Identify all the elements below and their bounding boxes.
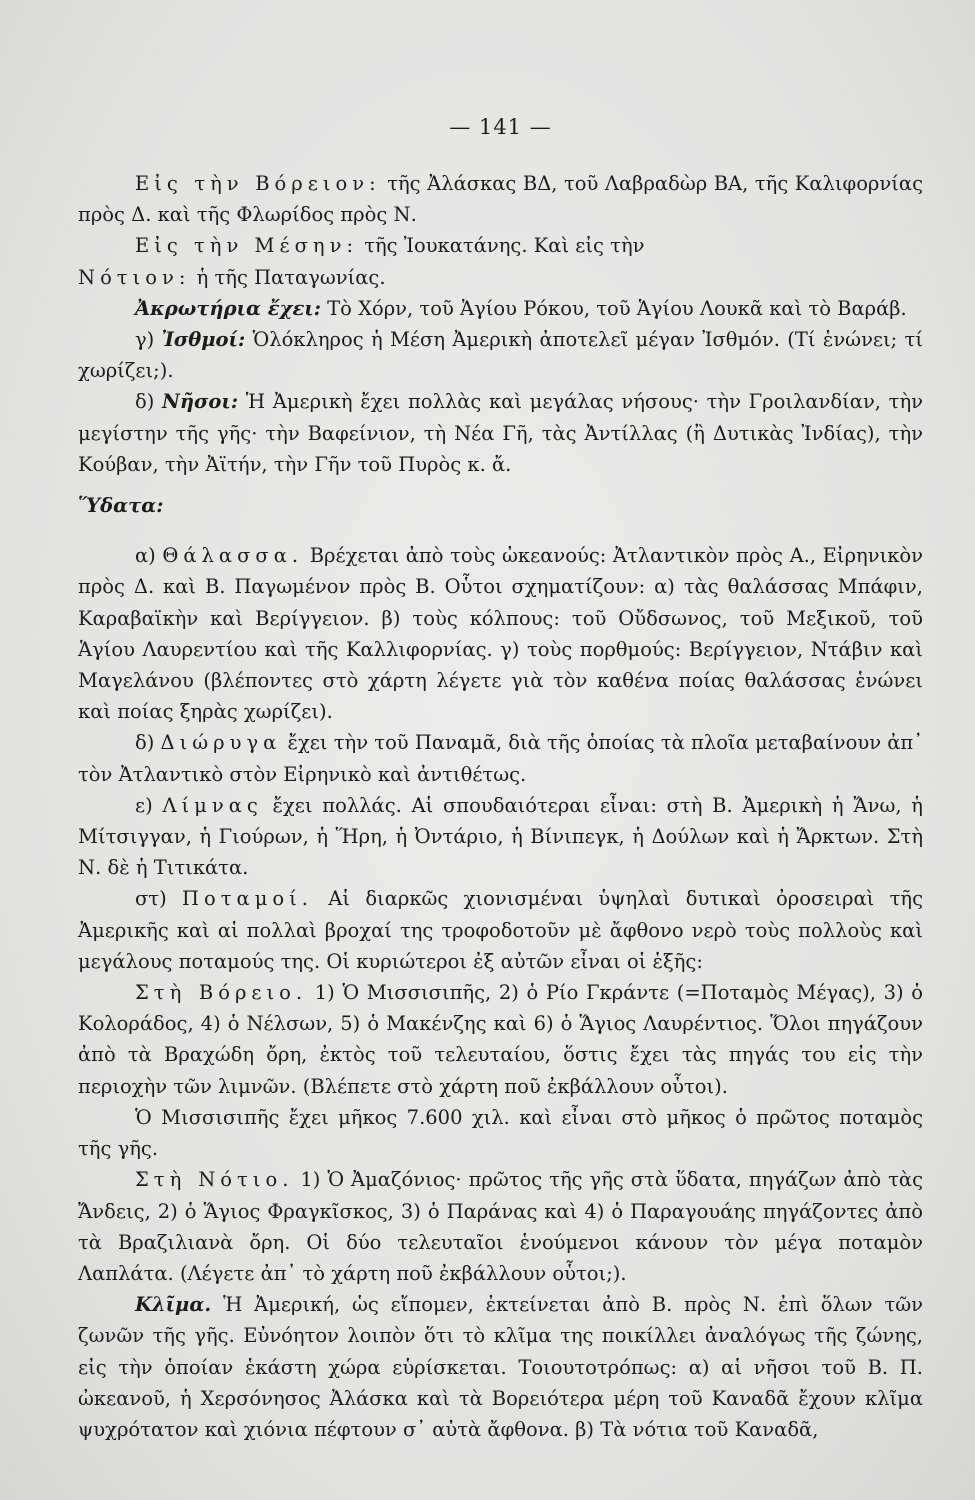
paragraph-middle xyxy=(78,230,923,261)
paragraph-south xyxy=(78,262,923,293)
text-north: τῆς Ἀλάσκας ΒΔ, τοῦ Λαβραδὼρ ΒΑ, τῆς Καλιφορνίας πρὸς Δ. καὶ τῆς Φλωρίδος πρὸς Ν. xyxy=(78,172,923,227)
section-heading-waters xyxy=(78,490,923,521)
paragraph-rivers xyxy=(78,883,923,977)
text-mississippi: Ὁ Μισσισιπῆς ἔχει μῆκος 7.600 χιλ. καὶ εἶναι στὸ μῆκος ὁ πρῶτος ποταμὸς τῆς γῆς. xyxy=(78,1105,923,1161)
paragraph-canal xyxy=(78,727,923,789)
text-south: ἡ τῆς Παταγωνίας. xyxy=(190,265,386,289)
paragraph-climate xyxy=(78,1289,923,1445)
marker-sea: α) xyxy=(135,544,163,568)
marker-islands: δ) xyxy=(135,390,163,414)
marker-canal: δ) xyxy=(135,731,161,755)
paragraph-isthmus xyxy=(78,324,923,386)
text-isthmus: Ὁλόκληρος ἡ Μέση Ἀμερικὴ ἀποτελεῖ μέγαν Ἰσθμόν. (Τί ἑνώνει; τί χωρίζει;). xyxy=(78,328,923,383)
text-middle: τῆς Ἰουκατάνης. Καὶ εἰς τὴν xyxy=(358,234,645,258)
page-number: — 141 — xyxy=(449,115,552,139)
lead-north: Εἰς τὴν Βόρειον: xyxy=(135,172,381,195)
text-canal: ἔχει τὴν τοῦ Παναμᾶ, διὰ τῆς ὁποίας τὰ πλοῖα μεταβαίνουν ἀπ᾿ τὸν Ἀτλαντικὸ στὸν Εἰρηνικὸ καὶ ἀντιθέτως. xyxy=(78,731,923,786)
marker-lakes: ε) xyxy=(135,793,163,817)
heading-isthmus: Ἰσθμοί: xyxy=(161,328,246,352)
heading-capes: Ἀκρωτήρια ἔχει: xyxy=(135,296,321,320)
text-rivers-south: 1) Ὁ Ἀμαζόνιος· πρῶτος τῆς γῆς στὰ ὕδατα, πηγάζων ἀπὸ τὰς Ἄνδεις, 2) ὁ Ἅγιος Φραγκῖσκος, 3) ὁ Παράνας καὶ 4) ὁ Παραγουάης πηγάζοντες ἀπὸ τὰ Βραζιλιανὰ ὄρη. Οἱ δύο τελευταῖοι ἑνούμενοι κάνουν τὸν μέγα ποταμὸν Λαπλάτα. (Λέγετε ἀπ᾿ τὸ χάρτη ποῦ ἐκβάλλουν οὗτοι;). xyxy=(78,1168,923,1285)
text-rivers: Αἱ διαρκῶς χιονισμέναι ὑψηλαὶ δυτικαὶ ὀροσειραὶ τῆς Ἀμερικῆς καὶ αἱ πολλαὶ βροχαί της τροφοδοτοῦν μὲ ἄφθονο νερὸ τοὺς πολλοὺς καὶ μεγάλους ποταμούς της. Οἱ κυριώτεροι ἐξ αὐτῶν εἶναι οἱ ἑξῆς: xyxy=(78,887,923,973)
marker-rivers: στ) xyxy=(135,887,183,911)
heading-islands: Νῆσοι: xyxy=(162,390,239,414)
lead-rivers-south: Στὴ Νότιο. xyxy=(135,1168,294,1192)
lead-sea: Θάλασσα. xyxy=(162,544,304,568)
heading-waters: Ὕδατα: xyxy=(78,494,164,518)
paragraph-lakes xyxy=(78,790,923,884)
paragraph-mississippi xyxy=(78,1102,923,1164)
paragraph-islands xyxy=(78,386,923,480)
text-islands: Ἡ Ἀμερικὴ ἔχει πολλὰς καὶ μεγάλας νήσους· τὴν Γροιλανδίαν, τὴν μεγίστην τῆς γῆς· τὴν Βαφείνιον, τὴ Νέα Γῆ, τὰς Ἀντίλλας (ἢ Δυτικὰς Ἰνδίας), τὴν Κούβαν, τὴν Ἀϊτήν, τὴν Γῆν τοῦ Πυρὸς κ. ἄ. xyxy=(78,390,923,476)
heading-climate: Κλῖμα. xyxy=(135,1293,212,1317)
text-lakes: ἔχει πολλάς. Αἱ σπουδαιότεραι εἶναι: στὴ Β. Ἀμερικὴ ἡ Ἄνω, ἡ Μίτσιγγαν, ἡ Γιούρων, ἡ Ἥρη, ἡ Ὀντάριο, ἡ Βίνιπεγκ, ἡ Δούλων καὶ ἡ Ἄρκτων. Στὴ Ν. δὲ ἡ Τιτικάτα. xyxy=(78,793,923,880)
lead-canal: Διώρυγα xyxy=(160,731,282,755)
lead-rivers: Ποταμοί. xyxy=(182,887,313,911)
lead-south: Νότιον: xyxy=(78,265,191,289)
paragraph-north xyxy=(78,168,923,230)
lead-rivers-north: Στὴ Βόρειο. xyxy=(135,981,308,1005)
paragraph-rivers-north xyxy=(78,977,923,1102)
paragraph-capes xyxy=(78,293,923,324)
marker-isthmus: γ) xyxy=(135,328,162,352)
paragraph-rivers-south xyxy=(78,1164,923,1289)
text-sea: Βρέχεται ἀπὸ τοὺς ὠκεανούς: Ἀτλαντικὸν πρὸς Α., Εἰρηνικὸν πρὸς Δ. καὶ Β. Παγωμένον πρὸς Β. Οὗτοι σχηματίζουν: α) τὰς θαλάσσας Μπάφιν, Καραβαϊκὴν καὶ Βερίγγειον. β) τοὺς κόλπους: τοῦ Οὔδσωνος, τοῦ Μεξικοῦ, τοῦ Ἁγίου Λαυρεντίου καὶ τῆς Καλλιφορνίας. γ) τοὺς πορθμούς: Βερίγγειον, Ντάβιν καὶ Μαγελάνου (βλέποντες στὸ χάρτη λέγετε γιὰ τὸν καθένα ποίας θαλάσσας ἑνώνει καὶ ποίας ξηρὰς χωρίζει). xyxy=(78,544,923,724)
text-capes: Τὸ Χόρν, τοῦ Ἁγίου Ρόκου, τοῦ Ἁγίου Λουκᾶ καὶ τὸ Βαράβ. xyxy=(320,296,907,320)
text-climate: Ἡ Ἀμερική, ὡς εἴπομεν, ἐκτείνεται ἀπὸ Β. πρὸς Ν. ἐπὶ ὅλων τῶν ζωνῶν τῆς γῆς. Εὐνόητον λοιπὸν ὅτι τὸ κλῖμα της ποικίλλει ἀναλόγως τῆς ζώνης, εἰς τὴν ὁποίαν ἑκάστη χώρα εὑρίσκεται. Τοιουτοτρόπως: α) αἱ νῆσοι τοῦ Β. Π. ὠκεανοῦ, ἡ Χερσόνησος Ἀλάσκα καὶ τὰ Βορειότερα μέρη τοῦ Καναδᾶ ἔχουν κλῖμα ψυχρότατον καὶ χιόνια πέφτουν σ᾿ αὐτὰ ἄφθονα. β) Τὰ νότια τοῦ Καναδᾶ, xyxy=(78,1293,923,1441)
lead-middle: Εἰς τὴν Μέσην: xyxy=(135,234,359,258)
text-rivers-north: 1) Ὁ Μισσισιπῆς, 2) ὁ Ρίο Γκράντε (=Ποταμὸς Μέγας), 3) ὁ Κολοράδος, 4) ὁ Νέλσων, 5) ὁ Μακένζης καὶ 6) ὁ Ἅγιος Λαυρέντιος. Ὅλοι πηγάζουν ἀπὸ τὰ Βραχώδη ὄρη, ἐκτὸς τοῦ τελευταίου, ὅστις ἔχει τὰς πηγάς του εἰς τὴν περιοχὴν τῶν λιμνῶν. (Βλέπετε στὸ χάρτη ποῦ ἐκβάλλουν οὗτοι). xyxy=(78,981,923,1098)
page-body xyxy=(78,168,923,1445)
paragraph-sea xyxy=(78,540,923,727)
lead-lakes: Λίμνας xyxy=(162,793,263,817)
